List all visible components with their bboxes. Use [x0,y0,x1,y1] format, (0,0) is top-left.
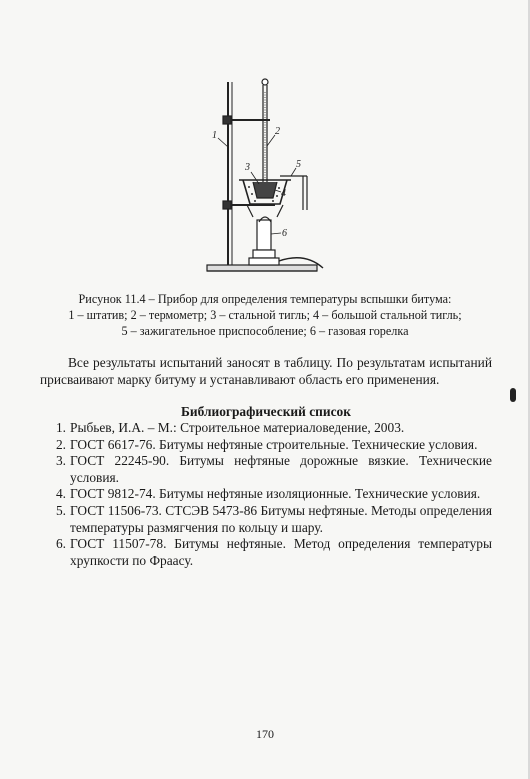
bibliography-item [55,536,492,569]
bibliography-item-number: 6. [55,536,66,552]
bibliography-item-number: 5. [55,502,66,518]
figure-label-1: 1 [212,130,217,141]
apparatus-figure [195,72,335,282]
bibliography-list [55,420,492,569]
figure-caption-legend-line: 1 – штатив; 2 – термометр; 3 – стальной тигль; 4 – большой стальной тигль; [68,308,462,322]
bibliography-item-text: ГОСТ 11507-78. Битумы нефтяные. Метод определения температуры хрупкости по Фраасу. [70,536,492,568]
bibliography-item-number: 1. [55,420,66,435]
figure-label-6: 6 [282,228,287,239]
scan-ink-spot [510,388,516,402]
bibliography-item-text: ГОСТ 9812-74. Битумы нефтяные изоляционные. Технические условия. [70,486,481,502]
figure-caption-legend-line: 5 – зажигательное приспособление; 6 – газовая горелка [121,324,409,338]
bibliography-item [55,486,492,503]
bibliography-item-number: 4. [55,486,66,502]
bibliography-item [55,453,492,486]
figure-label-4: 4 [281,188,286,199]
bibliography-item-text: ГОСТ 22245-90. Битумы нефтяные дорожные вязкие. Технические условия. [70,453,492,485]
bibliography-item [55,420,492,437]
bibliography-item-text: Рыбьев, И.А. – М.: Строительное материаловедение, 2003. [70,420,405,435]
bibliography-item-number: 3. [55,453,66,469]
body-paragraph [40,355,492,388]
bibliography-item [55,436,492,454]
body-paragraph-text: Все результаты испытаний заносят в таблицу. По результатам испытаний присваивают марку битуму и устанавливают область его применения. [40,355,492,387]
bibliography-item-text: ГОСТ 11506-73. СТСЭВ 5473-86 Битумы нефтяные. Методы определения температуры размягчения по кольцу и шару. [70,502,492,535]
figure-label-2: 2 [275,126,280,137]
figure-caption-title: Рисунок 11.4 – Прибор для определения температуры вспышки битума: [78,292,452,306]
bibliography-item-text: ГОСТ 6617-76. Битумы нефтяные строительные. Технические условия. [70,436,478,452]
figure-label-3: 3 [245,162,250,173]
bibliography-item [55,502,492,536]
page-number: 170 [256,727,274,741]
figure-label-5: 5 [296,159,301,170]
bibliography-item-number: 2. [55,436,66,452]
bibliography-heading: Библиографический список [181,404,351,419]
